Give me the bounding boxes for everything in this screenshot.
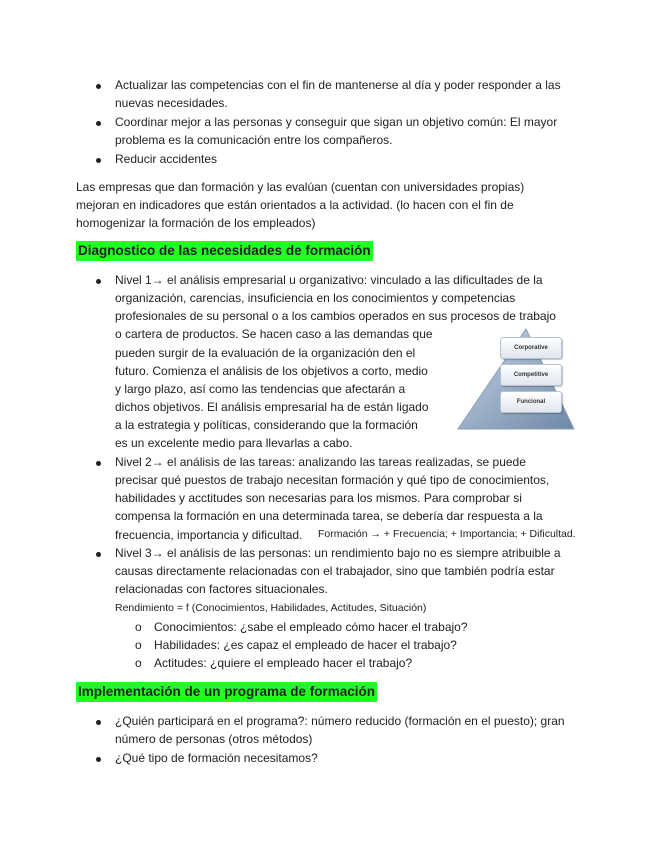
section-heading-implementacion: Implementación de un programa de formación	[76, 682, 377, 702]
nivel3-line-1: Nivel 3→ el análisis de las personas: un rendimiento bajo no es siempre atribuible a	[115, 546, 561, 560]
pyramid-level-competitive: Competitive	[500, 364, 562, 386]
nivel1-line-8: dichos objetivos. El análisis empresarial ha de están ligado	[115, 400, 429, 414]
intro-bullet-1-line-1: Actualizar las competencias con el fin de mantenerse al día y poder responder a las	[115, 78, 561, 92]
intro-bullet-2-line-1: Coordinar mejor a las personas y conseguir que sigan un objetivo común: El mayor	[115, 115, 558, 129]
nivel1-line-7: y largo plazo, así como las tendencias que afectarán a	[115, 382, 406, 396]
bullet-dot	[96, 757, 101, 762]
nivel2-line-4: compensa la formación en una determinada tarea, se debería dar respuesta a la	[115, 509, 543, 523]
intro-bullet-1-line-2: nuevas necesidades.	[115, 96, 228, 110]
sub-bullet-conocimientos: Conocimientos: ¿sabe el empleado cómo hacer el trabajo?	[154, 620, 468, 634]
paragraph-line-2: mejoran en indicadores que están orientados a la actividad. (lo hacen con el fin de	[76, 198, 514, 212]
sub-bullet-marker: o	[135, 656, 142, 670]
nivel1-line-4: o cartera de productos. Se hacen caso a las demandas que	[115, 327, 433, 341]
sub-bullet-marker: o	[135, 620, 142, 634]
nivel2-line-3: habilidades y acctitudes son necesarias para los mismos. Para comprobar si	[115, 491, 522, 505]
final-bullet-1-line-2: número de personas (otros métodos)	[115, 732, 313, 746]
nivel2-line-2: precisar qué puestos de trabajo necesitan formación y qué tipo de conocimientos,	[115, 473, 550, 487]
bullet-dot	[96, 461, 101, 466]
bullet-dot	[96, 158, 101, 163]
nivel2-line-1: Nivel 2→ el análisis de las tareas: analizando las tareas realizadas, se puede	[115, 455, 526, 469]
intro-bullet-3-line-1: Reducir accidentes	[115, 152, 218, 166]
nivel2-line-5: frecuencia, importancia y dificultad.	[115, 528, 303, 542]
pyramid-level-corporative: Corporative	[500, 337, 562, 359]
nivel1-line-2: organización, carencias, insuficiencia en los conocimientos y competencias	[115, 291, 516, 305]
nivel1-line-3: profesionales de su personal o a los cambios operados en sus procesos de trabajo	[115, 309, 556, 323]
nivel3-line-2: causas directamente relacionadas con el trabajador, sino que también podría estar	[115, 564, 555, 578]
nivel3-line-3: relacionadas con factores situacionales.	[115, 582, 328, 596]
nivel1-line-5: pueden surgir de la evaluación de la organización den el	[115, 346, 416, 360]
nivel3-formula: Rendimiento = f (Conocimientos, Habilidades, Actitudes, Situación)	[115, 602, 427, 614]
bullet-dot	[96, 720, 101, 725]
bullet-dot	[96, 84, 101, 89]
sub-bullet-marker: o	[135, 638, 142, 652]
sub-bullet-actitudes: Actitudes: ¿quiere el empleado hacer el trabajo?	[154, 656, 413, 670]
bullet-dot	[96, 279, 101, 284]
bullet-dot	[96, 552, 101, 557]
paragraph-line-3: homogenizar la formación de los empleados)	[76, 216, 316, 230]
pyramid-level-funcional: Funcional	[500, 391, 562, 413]
section-heading-diagnostico: Diagnostico de las necesidades de formación	[76, 241, 373, 261]
nivel1-line-1: Nivel 1→ el análisis empresarial u organizativo: vinculado a las dificultades de la	[115, 273, 543, 287]
final-bullet-1-line-1: ¿Quién participará en el programa?: número reducido (formación en el puesto); gran	[115, 714, 565, 728]
bullet-dot	[96, 121, 101, 126]
nivel1-line-10: es un excelente medio para llevarlas a cabo.	[115, 436, 353, 450]
nivel1-line-6: futuro. Comienza el análisis de los objetivos a corto, medio	[115, 364, 428, 378]
sub-bullet-habilidades: Habilidades: ¿es capaz el empleado de hacer el trabajo?	[154, 638, 457, 652]
nivel1-line-9: a la estrategia y políticas, considerando que la formación	[115, 418, 418, 432]
paragraph-line-1: Las empresas que dan formación y las evalúan (cuentan con universidades propias)	[76, 180, 525, 194]
nivel2-formula: Formación → + Frecuencia; + Importancia; + Dificultad.	[318, 528, 576, 540]
final-bullet-2-line-1: ¿Qué tipo de formación necesitamos?	[115, 751, 318, 765]
intro-bullet-2-line-2: problema es la comunicación entre los compañeros.	[115, 133, 393, 147]
